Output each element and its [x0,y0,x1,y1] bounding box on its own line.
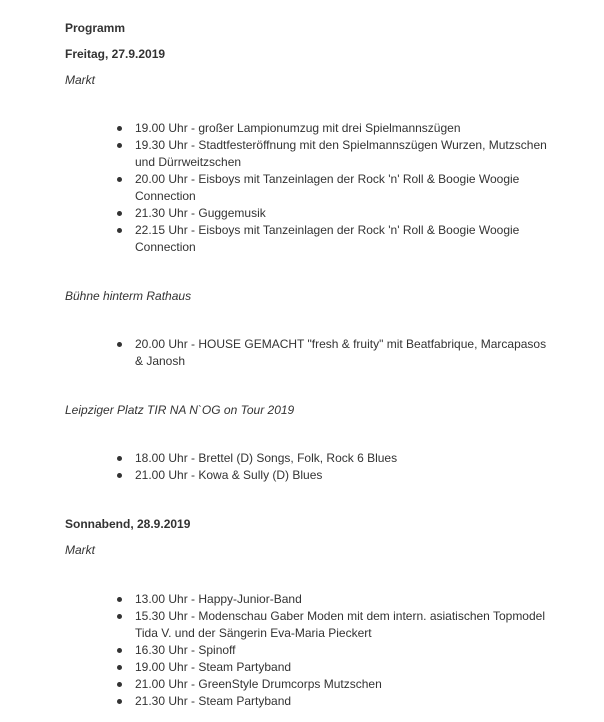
event-item: 13.00 Uhr - Happy-Junior-Band [135,591,555,608]
event-item: 22.15 Uhr - Eisboys mit Tanzeinlagen der Rock 'n' Roll & Boogie Woogie Connection [135,222,555,256]
event-item: 21.00 Uhr - Kowa & Sully (D) Blues [135,467,555,484]
event-item: 21.30 Uhr - Steam Partyband [135,693,555,710]
event-item: 20.00 Uhr - HOUSE GEMACHT "fresh & fruity" mit Beatfabrique, Marcapasos & Janosh [135,336,555,370]
day-heading-friday: Freitag, 27.9.2019 [65,47,166,61]
venue-heading-leipziger-platz: Leipziger Platz TIR NA N`OG on Tour 2019 [65,403,295,417]
event-item: 18.00 Uhr - Brettel (D) Songs, Folk, Rock 6 Blues [135,450,555,467]
event-list [135,120,555,256]
event-item: 19.00 Uhr - Steam Partyband [135,659,555,676]
event-list [135,450,555,484]
event-item: 16.30 Uhr - Spinoff [135,642,555,659]
event-list [135,336,555,370]
event-item: 21.30 Uhr - Guggemusik [135,205,555,222]
event-item: 15.30 Uhr - Modenschau Gaber Moden mit dem intern. asiatischen Topmodel Tida V. und der Sängerin Eva-Maria Pieckert [135,608,555,642]
event-item: 20.00 Uhr - Eisboys mit Tanzeinlagen der Rock 'n' Roll & Boogie Woogie Connection [135,171,555,205]
event-item: 19.30 Uhr - Stadtfesteröffnung mit den Spielmannszügen Wurzen, Mutzschen und Dürrweitzschen [135,137,555,171]
program-title: Programm [65,21,126,35]
venue-heading-markt: Markt [65,73,95,87]
event-item: 19.00 Uhr - großer Lampionumzug mit drei Spielmannszügen [135,120,555,137]
venue-heading-buehne: Bühne hinterm Rathaus [65,289,192,303]
event-list [135,591,555,710]
day-heading-saturday: Sonnabend, 28.9.2019 [65,517,191,531]
event-item: 21.00 Uhr - GreenStyle Drumcorps Mutzschen [135,676,555,693]
venue-heading-markt: Markt [65,543,95,557]
